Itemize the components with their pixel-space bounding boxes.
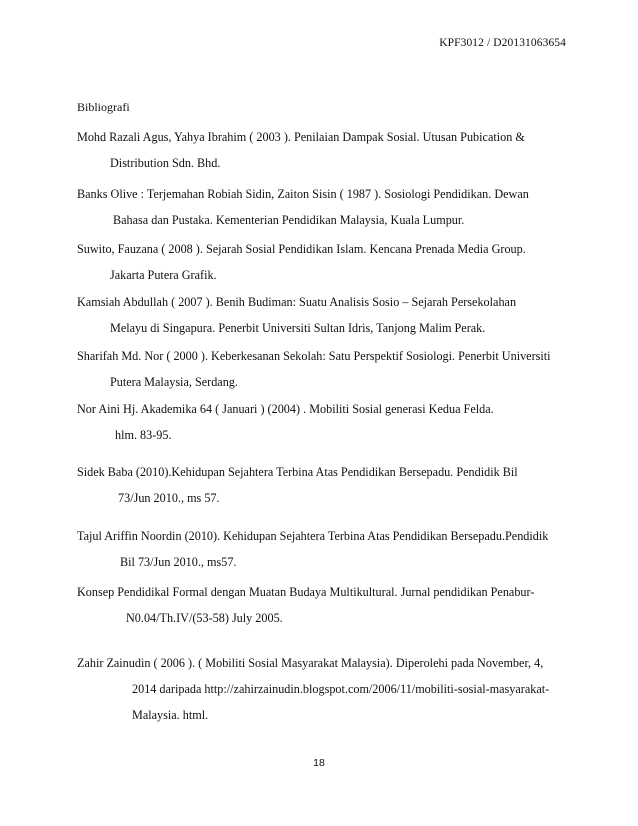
entry-line-continuation: Melayu di Singapura. Penerbit Universiti Sultan Idris, Tanjong Malim Perak. xyxy=(110,321,486,335)
entry-line-continuation: Bil 73/Jun 2010., ms57. xyxy=(120,555,237,569)
bibliography-entry xyxy=(77,236,526,288)
entry-line-first: Konsep Pendidikal Formal dengan Muatan Budaya Multikultural. Jurnal pendidikan Penabur- xyxy=(77,585,535,599)
entry-line-first: Banks Olive : Terjemahan Robiah Sidin, Zaiton Sisin ( 1987 ). Sosiologi Pendidikan. Dewan xyxy=(77,187,529,201)
bibliography-entry xyxy=(77,343,551,395)
bibliography-entry xyxy=(77,650,549,728)
entry-line-continuation: 2014 daripada http://zahirzainudin.blogspot.com/2006/11/mobiliti-sosial-masyarakat- xyxy=(132,682,550,696)
entry-line-continuation: Malaysia. html. xyxy=(132,708,209,722)
entry-line-first: Kamsiah Abdullah ( 2007 ). Benih Budiman: Suatu Analisis Sosio – Sejarah Persekolahan xyxy=(77,295,517,309)
bibliography-entry xyxy=(77,181,529,233)
entry-line-continuation: Putera Malaysia, Serdang. xyxy=(110,375,238,389)
entry-line-continuation: 73/Jun 2010., ms 57. xyxy=(118,491,220,505)
entry-line-continuation: Jakarta Putera Grafik. xyxy=(110,268,217,282)
bibliography-entry xyxy=(77,289,516,341)
bibliography-entry xyxy=(77,579,534,631)
bibliography-entry xyxy=(77,459,518,511)
page-number: 18 xyxy=(313,757,325,769)
entry-line-first: Sidek Baba (2010).Kehidupan Sejahtera Terbina Atas Pendidikan Bersepadu. Pendidik Bil xyxy=(77,465,518,479)
bibliography-entry xyxy=(77,523,548,575)
entry-line-continuation: hlm. 83-95. xyxy=(115,428,172,442)
entry-line-continuation: Bahasa dan Pustaka. Kementerian Pendidikan Malaysia, Kuala Lumpur. xyxy=(113,213,465,227)
bibliography-entry xyxy=(77,124,525,176)
entry-line-first: Sharifah Md. Nor ( 2000 ). Keberkesanan Sekolah: Satu Perspektif Sosiologi. Penerbit Universiti xyxy=(77,349,551,363)
entry-line-continuation: N0.04/Th.IV/(53-58) July 2005. xyxy=(126,611,283,625)
bibliography-title: Bibliografi xyxy=(77,100,130,114)
entry-line-first: Zahir Zainudin ( 2006 ). ( Mobiliti Sosial Masyarakat Malaysia). Diperolehi pada November, 4, xyxy=(77,656,544,670)
entry-line-first: Tajul Ariffin Noordin (2010). Kehidupan Sejahtera Terbina Atas Pendidikan Bersepadu.Pendidik xyxy=(77,529,549,543)
bibliography-entry xyxy=(77,396,494,448)
entry-line-continuation: Distribution Sdn. Bhd. xyxy=(110,156,221,170)
entry-line-first: Nor Aini Hj. Akademika 64 ( Januari ) (2004) . Mobiliti Sosial generasi Kedua Felda. xyxy=(77,402,494,416)
entry-line-first: Mohd Razali Agus, Yahya Ibrahim ( 2003 ). Penilaian Dampak Sosial. Utusan Pubication & xyxy=(77,130,525,144)
entry-line-first: Suwito, Fauzana ( 2008 ). Sejarah Sosial Pendidikan Islam. Kencana Prenada Media Group. xyxy=(77,242,526,256)
document-header-code: KPF3012 / D20131063654 xyxy=(439,37,566,49)
